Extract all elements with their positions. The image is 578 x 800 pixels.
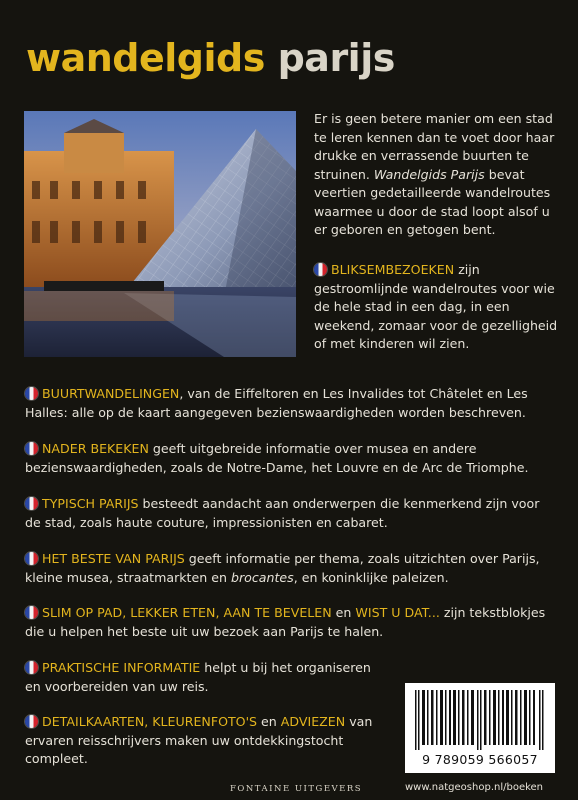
het-beste-text-end: , en koninklijke paleizen.	[293, 569, 449, 585]
nader-bekeken-section	[25, 440, 555, 477]
website-url[interactable]: www.natgeoshop.nl/boeken	[405, 782, 544, 793]
buurtwandelingen-heading: BUURTWANDELINGEN	[42, 386, 180, 401]
het-beste-section	[25, 550, 555, 587]
bliksembezoeken-text: zijn gestroomlijnde wandelroutes voor wie de hele stad in een dag, in een weekend, zomaar voor de gezelligheid of met kinderen wil zien.	[314, 262, 558, 351]
brocantes-term: brocantes	[230, 569, 294, 585]
french-flag-icon	[25, 606, 38, 619]
french-flag-icon	[25, 442, 38, 455]
publisher-name: FONTAINE UITGEVERS	[230, 784, 363, 794]
louvre-pyramid-photo	[24, 111, 296, 357]
het-beste-text: geeft informatie per thema, zoals uitzichten over Parijs, kleine musea, straatmarkten en	[25, 551, 540, 585]
buurtwandelingen-section	[25, 385, 555, 422]
intro-text-end: bevat veertien gedetailleerde wandelroutes waarmee u door de stad loopt alsof u er geboren en getogen bent.	[314, 166, 551, 237]
book-title	[26, 36, 395, 80]
nader-bekeken-heading: NADER BEKEKEN	[42, 441, 149, 456]
title-wandelgids: wandelgids	[26, 36, 265, 80]
slim-connector: en	[331, 605, 356, 620]
barcode-bars	[413, 690, 547, 750]
intro-book-title: Wandelgids Parijs	[373, 166, 485, 182]
praktische-informatie-text: helpt u bij het organiseren en voorbereiden van uw reis.	[25, 660, 371, 694]
typisch-parijs-section	[25, 495, 555, 532]
french-flag-icon	[314, 263, 327, 276]
nader-bekeken-text: geeft uitgebreide informatie over musea en andere bezienswaardigheden, zoals de Notre-Dame, het Louvre en de Arc de Triomphe.	[25, 441, 529, 475]
isbn-number: 9 789059 566057	[422, 752, 538, 767]
bliksembezoeken-heading: BLIKSEMBEZOEKEN	[331, 262, 455, 277]
bliksembezoeken-section	[314, 261, 569, 354]
detailkaarten-text: van ervaren reisschrijvers maken uw ontdekkingstocht compleet.	[25, 714, 373, 766]
het-beste-heading: HET BESTE VAN PARIJS	[42, 551, 185, 566]
typisch-parijs-text: besteedt aandacht aan onderwerpen die kenmerkend zijn voor de stad, zoals haute couture, impressionisten en cabaret.	[25, 496, 540, 530]
buurtwandelingen-text: , van de Eiffeltoren en Les Invalides tot Châtelet en Les Halles: alle op de kaart aangegeven bezienswaardigheden worden beschreven.	[25, 386, 528, 420]
praktische-informatie-section	[25, 659, 385, 696]
french-flag-icon	[25, 497, 38, 510]
title-parijs: parijs	[277, 36, 395, 80]
typisch-parijs-heading: TYPISCH PARIJS	[42, 496, 139, 511]
intro-text: Er is geen betere manier om een stad te leren kennen dan te voet door haar drukke en verrassende buurten te struinen.	[314, 111, 555, 182]
slim-op-pad-heading: SLIM OP PAD, LEKKER ETEN, AAN TE BEVELEN	[42, 605, 332, 620]
detailkaarten-section	[25, 713, 380, 769]
praktische-informatie-heading: PRAKTISCHE INFORMATIE	[42, 660, 201, 675]
isbn-barcode	[405, 683, 555, 773]
french-flag-icon	[25, 715, 38, 728]
detailkaarten-heading: DETAILKAARTEN, KLEURENFOTO'S	[42, 714, 258, 729]
adviezen-heading: ADVIEZEN	[280, 714, 346, 729]
wist-u-dat-heading: WIST U DAT...	[355, 605, 440, 620]
french-flag-icon	[25, 661, 38, 674]
intro-paragraph	[314, 110, 564, 240]
french-flag-icon	[25, 552, 38, 565]
slim-op-pad-text: zijn tekstblokjes die u helpen het beste uit uw bezoek aan Parijs te halen.	[25, 605, 546, 639]
detail-connector: en	[257, 714, 281, 729]
french-flag-icon	[25, 387, 38, 400]
slim-op-pad-section	[25, 604, 555, 641]
